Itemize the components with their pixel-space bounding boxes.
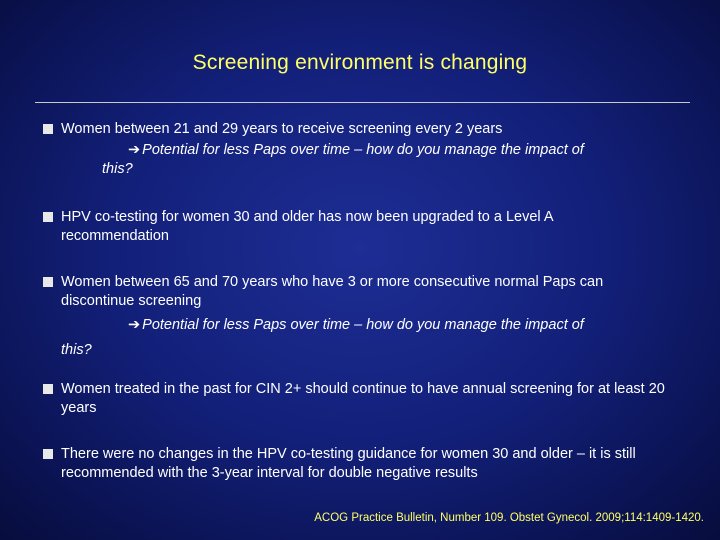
bullet-text: Women treated in the past for CIN 2+ should continue to have annual screening for at least 20 years xyxy=(61,381,665,416)
sub-note-text: Potential for less Paps over time – how do you manage the impact of xyxy=(142,317,584,333)
bullet-item xyxy=(61,120,701,139)
bullet-item xyxy=(61,208,621,246)
square-bullet-icon xyxy=(43,277,53,287)
square-bullet-icon xyxy=(43,449,53,459)
sub-note xyxy=(102,141,682,179)
square-bullet-icon xyxy=(43,124,53,134)
square-bullet-icon xyxy=(43,212,53,222)
bullet-text: HPV co-testing for women 30 and older has now been upgraded to a Level A recommendation xyxy=(61,209,553,244)
bullet-item xyxy=(61,273,671,311)
title-divider xyxy=(35,102,690,103)
sub-note-tail: this? xyxy=(61,342,92,358)
right-arrow-icon: ➔ xyxy=(128,142,141,158)
sub-note-text: Potential for less Paps over time – how do you manage the impact of xyxy=(142,142,584,158)
bullet-text: Women between 21 and 29 years to receive screening every 2 years xyxy=(61,121,503,137)
square-bullet-icon xyxy=(43,384,53,394)
bullet-text: Women between 65 and 70 years who have 3 or more consecutive normal Paps can discontinue screening xyxy=(61,274,604,309)
bullet-item xyxy=(61,380,681,418)
sub-note xyxy=(61,316,681,360)
bullet-item xyxy=(61,445,701,483)
right-arrow-icon: ➔ xyxy=(128,317,141,333)
bullet-text: There were no changes in the HPV co-testing guidance for women 30 and older – it is still recommended with the 3-year interval for double negative results xyxy=(61,446,636,481)
sub-note-tail: this? xyxy=(102,161,133,177)
citation: ACOG Practice Bulletin, Number 109. Obstet Gynecol. 2009;114:1409-1420. xyxy=(314,512,704,524)
slide-title: Screening environment is changing xyxy=(192,51,528,74)
